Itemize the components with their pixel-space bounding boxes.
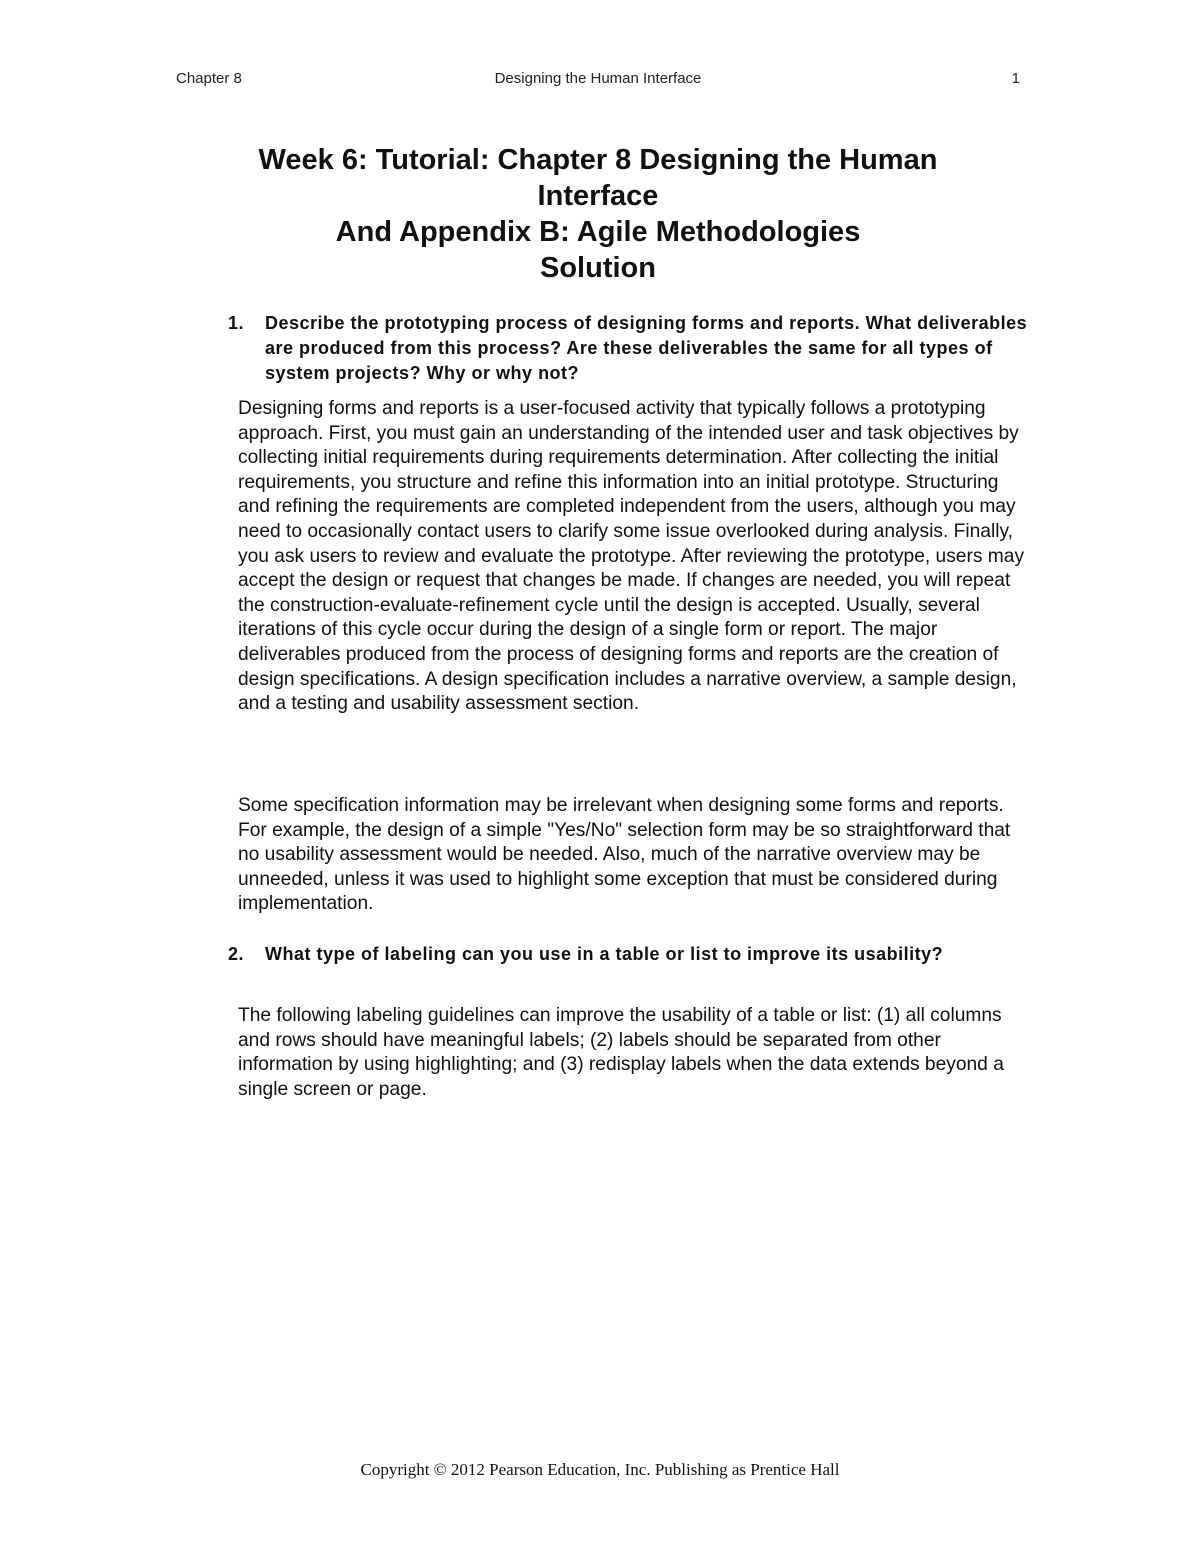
question-2 [228, 942, 1028, 967]
answer-2-paragraph-1: The following labeling guidelines can improve the usability of a table or list: (1) all columns and rows should have meaningful labels; (2) labels should be separated from other information by using highlighting; and (3) redisplay labels when the data extends beyond a single screen or page. [238, 1005, 1004, 1100]
header-chapter: Chapter 8 [176, 70, 242, 87]
title-line-1: Week 6: Tutorial: Chapter 8 Designing the Human [258, 144, 938, 176]
header-title: Designing the Human Interface [494, 70, 702, 87]
page-header [176, 70, 1020, 92]
title-line-2: Interface [537, 180, 659, 212]
question-number: 1. [228, 313, 245, 333]
title-line-3: And Appendix B: Agile Methodologies [335, 216, 861, 248]
title-line-4: Solution [540, 252, 656, 284]
answer-1-paragraph-1: Designing forms and reports is a user-focused activity that typically follows a prototyping approach. First, you must gain an understanding of the intended user and task objectives by collecting initial requirements during requirements determination. After collecting the initial requirements, you structure and refine this information into an initial prototype. Structuring and refining the requirements are completed independent from the users, although you may need to occasionally contact users to clarify some issue overlooked during analysis. Finally, you ask users to review and evaluate the prototype. After reviewing the prototype, users may accept the design or request that changes be made. If changes are needed, you will repeat the construction-evaluate-refinement cycle until the design is accepted. Usually, several iterations of this cycle occur during the design of a single form or report. The major deliverables produced from the process of designing forms and reports are the creation of design specifications. A design specification includes a narrative overview, a sample design, and a testing and usability assessment section. [238, 398, 1025, 715]
question-text: What type of labeling can you use in a table or list to improve its usability? [265, 944, 944, 964]
question-number: 2. [228, 944, 245, 964]
document-title [176, 142, 1020, 286]
copyright-footer: Copyright © 2012 Pearson Education, Inc. Publishing as Prentice Hall [360, 1460, 840, 1479]
answer-1-paragraph-2: Some specification information may be irrelevant when designing some forms and reports. For example, the design of a simple "Yes/No" selection form may be so straightforward that no usability assessment would be needed. Also, much of the narrative overview may be unneeded, unless it was used to highlight some exception that must be considered during implementation. [238, 795, 1011, 915]
header-page-number: 1 [1011, 70, 1020, 87]
question-1 [228, 311, 1028, 386]
question-text: Describe the prototyping process of designing forms and reports. What deliverables are produced from this process? Are these deliverables the same for all types of system projects? Why or why not? [265, 313, 1028, 383]
